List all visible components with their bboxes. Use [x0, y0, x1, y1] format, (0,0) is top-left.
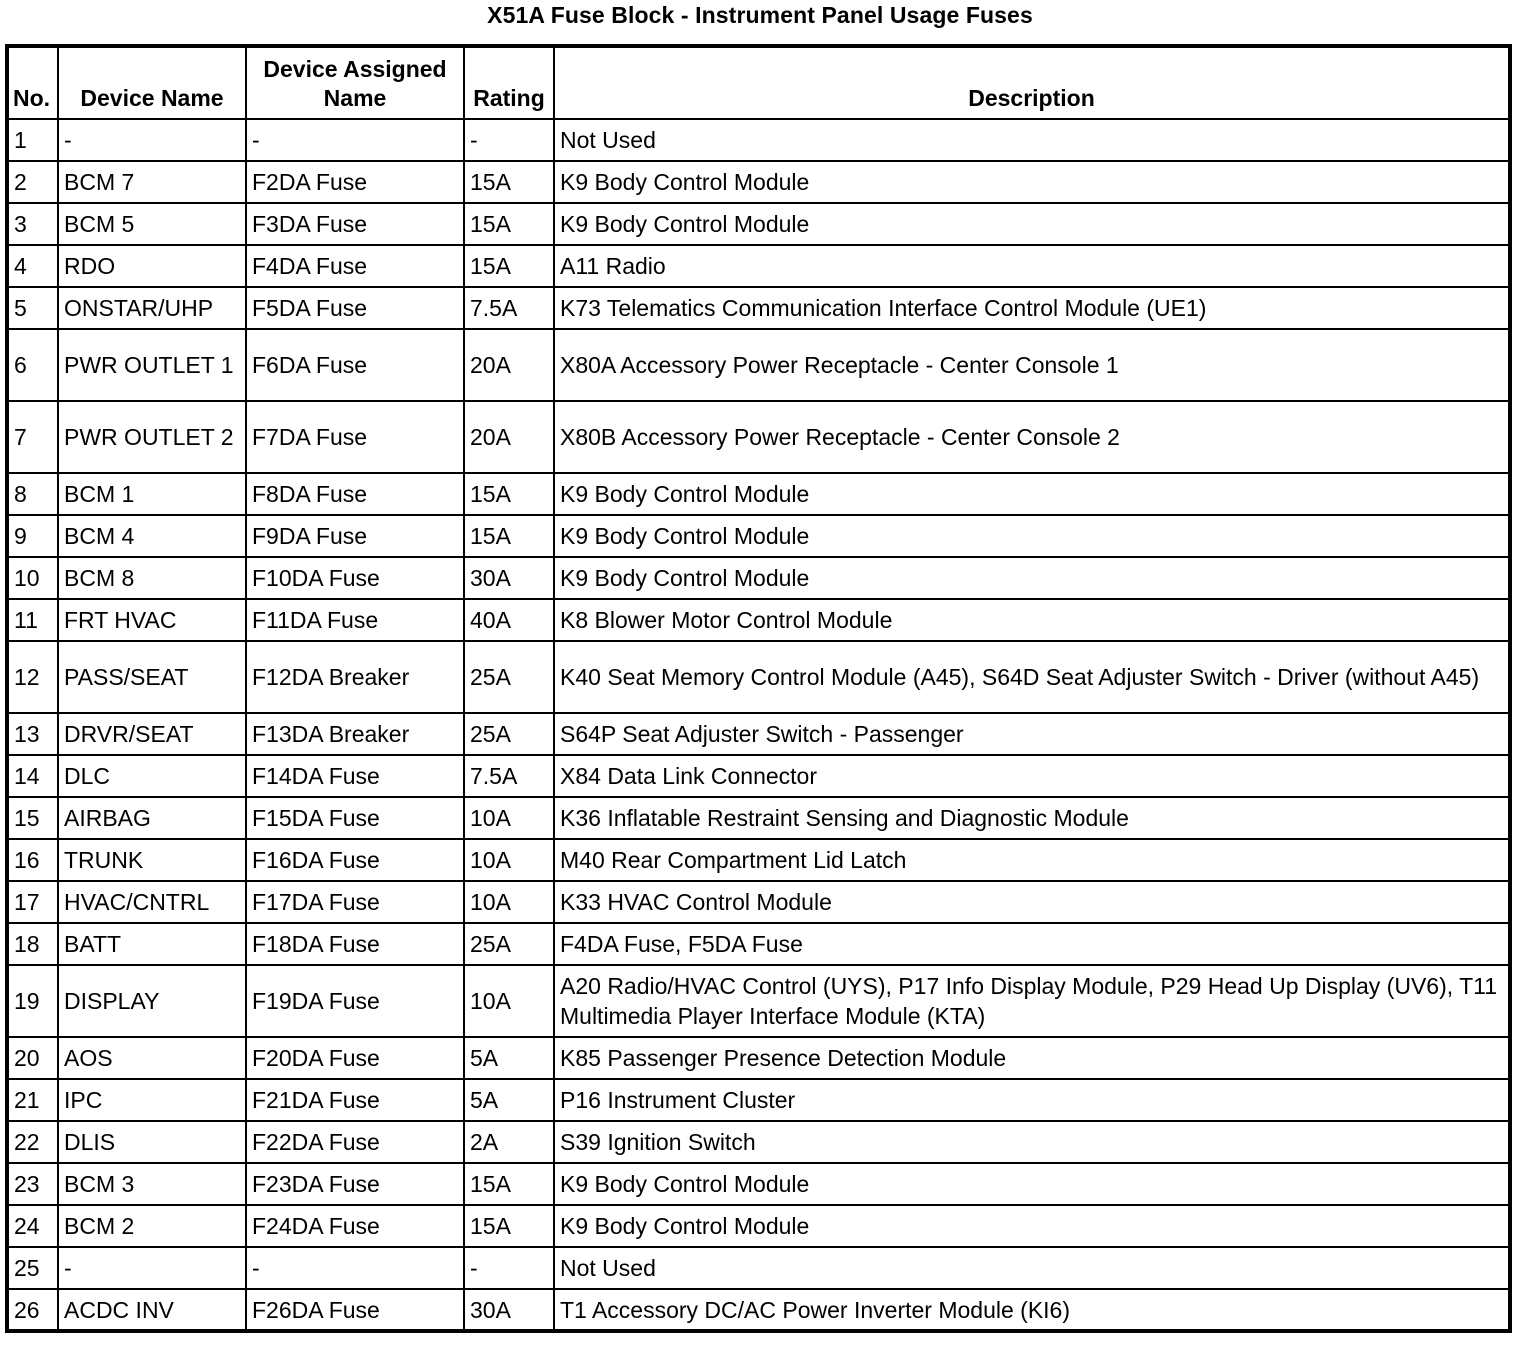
cell-device-name: BCM 8	[58, 557, 246, 599]
table-row	[7, 329, 1510, 401]
cell-device-name: BCM 2	[58, 1205, 246, 1247]
cell-device-name: BATT	[58, 923, 246, 965]
cell-description: K9 Body Control Module	[554, 1163, 1510, 1205]
cell-description: K9 Body Control Module	[554, 515, 1510, 557]
cell-no: 26	[7, 1289, 58, 1331]
cell-device-assigned-name: F4DA Fuse	[246, 245, 464, 287]
cell-device-name: ACDC INV	[58, 1289, 246, 1331]
cell-rating: 15A	[464, 473, 554, 515]
cell-description: K9 Body Control Module	[554, 557, 1510, 599]
cell-device-assigned-name: F5DA Fuse	[246, 287, 464, 329]
cell-device-name: DRVR/SEAT	[58, 713, 246, 755]
cell-description: A20 Radio/HVAC Control (UYS), P17 Info Display Module, P29 Head Up Display (UV6), T11 Multimedia Player Interface Module (KTA)	[554, 965, 1510, 1037]
cell-rating: 20A	[464, 401, 554, 473]
cell-no: 12	[7, 641, 58, 713]
cell-rating: 30A	[464, 1289, 554, 1331]
cell-device-assigned-name: F6DA Fuse	[246, 329, 464, 401]
cell-device-assigned-name: F21DA Fuse	[246, 1079, 464, 1121]
cell-description: S64P Seat Adjuster Switch - Passenger	[554, 713, 1510, 755]
cell-rating: 10A	[464, 839, 554, 881]
table-row	[7, 1037, 1510, 1079]
header-rating: Rating	[464, 46, 554, 119]
cell-device-assigned-name: F16DA Fuse	[246, 839, 464, 881]
cell-no: 25	[7, 1247, 58, 1289]
cell-device-assigned-name: F2DA Fuse	[246, 161, 464, 203]
cell-device-name: -	[58, 119, 246, 161]
cell-no: 16	[7, 839, 58, 881]
cell-rating: 15A	[464, 515, 554, 557]
cell-device-name: BCM 4	[58, 515, 246, 557]
cell-description: P16 Instrument Cluster	[554, 1079, 1510, 1121]
cell-rating: 15A	[464, 161, 554, 203]
cell-rating: 5A	[464, 1037, 554, 1079]
cell-no: 11	[7, 599, 58, 641]
header-description: Description	[554, 46, 1510, 119]
cell-device-assigned-name: F14DA Fuse	[246, 755, 464, 797]
table-row	[7, 473, 1510, 515]
cell-rating: 25A	[464, 923, 554, 965]
cell-device-name: DLIS	[58, 1121, 246, 1163]
cell-device-name: PWR OUTLET 2	[58, 401, 246, 473]
cell-description: K85 Passenger Presence Detection Module	[554, 1037, 1510, 1079]
cell-description: Not Used	[554, 119, 1510, 161]
cell-device-assigned-name: F15DA Fuse	[246, 797, 464, 839]
cell-rating: 7.5A	[464, 287, 554, 329]
cell-device-name: PASS/SEAT	[58, 641, 246, 713]
cell-no: 18	[7, 923, 58, 965]
cell-device-assigned-name: F17DA Fuse	[246, 881, 464, 923]
cell-no: 4	[7, 245, 58, 287]
cell-description: K33 HVAC Control Module	[554, 881, 1510, 923]
cell-rating: 15A	[464, 245, 554, 287]
cell-device-name: FRT HVAC	[58, 599, 246, 641]
table-row	[7, 203, 1510, 245]
cell-description: S39 Ignition Switch	[554, 1121, 1510, 1163]
cell-device-assigned-name: -	[246, 119, 464, 161]
cell-rating: 10A	[464, 797, 554, 839]
cell-device-assigned-name: F23DA Fuse	[246, 1163, 464, 1205]
cell-description: A11 Radio	[554, 245, 1510, 287]
cell-no: 7	[7, 401, 58, 473]
header-device-assigned-name	[246, 46, 464, 119]
cell-no: 8	[7, 473, 58, 515]
cell-device-name: RDO	[58, 245, 246, 287]
cell-no: 9	[7, 515, 58, 557]
cell-device-name: BCM 3	[58, 1163, 246, 1205]
cell-rating: 15A	[464, 1163, 554, 1205]
cell-description: X80B Accessory Power Receptacle - Center Console 2	[554, 401, 1510, 473]
cell-device-assigned-name: F18DA Fuse	[246, 923, 464, 965]
table-row	[7, 839, 1510, 881]
cell-no: 6	[7, 329, 58, 401]
cell-description: K9 Body Control Module	[554, 161, 1510, 203]
cell-device-assigned-name: F3DA Fuse	[246, 203, 464, 245]
cell-description: X80A Accessory Power Receptacle - Center Console 1	[554, 329, 1510, 401]
cell-rating: 40A	[464, 599, 554, 641]
cell-device-assigned-name: -	[246, 1247, 464, 1289]
header-no: No.	[7, 46, 58, 119]
header-device-assigned-name-line1: Device Assigned	[263, 56, 447, 82]
cell-no: 2	[7, 161, 58, 203]
table-row	[7, 599, 1510, 641]
cell-rating: 10A	[464, 881, 554, 923]
table-row	[7, 713, 1510, 755]
cell-rating: 5A	[464, 1079, 554, 1121]
cell-device-assigned-name: F10DA Fuse	[246, 557, 464, 599]
cell-no: 15	[7, 797, 58, 839]
cell-no: 3	[7, 203, 58, 245]
cell-device-assigned-name: F7DA Fuse	[246, 401, 464, 473]
cell-device-assigned-name: F9DA Fuse	[246, 515, 464, 557]
cell-device-assigned-name: F22DA Fuse	[246, 1121, 464, 1163]
cell-device-name: -	[58, 1247, 246, 1289]
table-row	[7, 1121, 1510, 1163]
cell-no: 24	[7, 1205, 58, 1247]
table-row	[7, 161, 1510, 203]
cell-device-name: DISPLAY	[58, 965, 246, 1037]
cell-device-assigned-name: F20DA Fuse	[246, 1037, 464, 1079]
header-row	[7, 46, 1510, 119]
cell-device-name: TRUNK	[58, 839, 246, 881]
table-row	[7, 1163, 1510, 1205]
cell-no: 5	[7, 287, 58, 329]
cell-device-assigned-name: F19DA Fuse	[246, 965, 464, 1037]
table-row	[7, 755, 1510, 797]
cell-device-name: ONSTAR/UHP	[58, 287, 246, 329]
cell-device-assigned-name: F12DA Breaker	[246, 641, 464, 713]
table-row	[7, 1289, 1510, 1331]
cell-description: X84 Data Link Connector	[554, 755, 1510, 797]
table-row	[7, 401, 1510, 473]
cell-rating: 20A	[464, 329, 554, 401]
table-row	[7, 287, 1510, 329]
cell-description: K9 Body Control Module	[554, 473, 1510, 515]
cell-no: 10	[7, 557, 58, 599]
table-row	[7, 557, 1510, 599]
cell-no: 23	[7, 1163, 58, 1205]
cell-device-assigned-name: F24DA Fuse	[246, 1205, 464, 1247]
cell-rating: -	[464, 1247, 554, 1289]
cell-description: T1 Accessory DC/AC Power Inverter Module (KI6)	[554, 1289, 1510, 1331]
header-device-assigned-name-line2: Name	[323, 85, 387, 111]
cell-description: M40 Rear Compartment Lid Latch	[554, 839, 1510, 881]
cell-rating: -	[464, 119, 554, 161]
cell-device-assigned-name: F13DA Breaker	[246, 713, 464, 755]
cell-no: 21	[7, 1079, 58, 1121]
cell-description: K73 Telematics Communication Interface Control Module (UE1)	[554, 287, 1510, 329]
cell-description: Not Used	[554, 1247, 1510, 1289]
cell-no: 20	[7, 1037, 58, 1079]
cell-no: 1	[7, 119, 58, 161]
table-row	[7, 245, 1510, 287]
cell-device-name: BCM 7	[58, 161, 246, 203]
cell-device-name: BCM 5	[58, 203, 246, 245]
cell-rating: 15A	[464, 1205, 554, 1247]
cell-description: K9 Body Control Module	[554, 1205, 1510, 1247]
cell-description: K9 Body Control Module	[554, 203, 1510, 245]
cell-device-name: PWR OUTLET 1	[58, 329, 246, 401]
cell-no: 13	[7, 713, 58, 755]
table-row	[7, 881, 1510, 923]
cell-device-assigned-name: F8DA Fuse	[246, 473, 464, 515]
cell-description: F4DA Fuse, F5DA Fuse	[554, 923, 1510, 965]
cell-rating: 30A	[464, 557, 554, 599]
cell-rating: 15A	[464, 203, 554, 245]
cell-rating: 10A	[464, 965, 554, 1037]
cell-device-name: AIRBAG	[58, 797, 246, 839]
table-row	[7, 119, 1510, 161]
cell-rating: 25A	[464, 713, 554, 755]
cell-device-name: IPC	[58, 1079, 246, 1121]
cell-device-name: AOS	[58, 1037, 246, 1079]
table-row	[7, 641, 1510, 713]
cell-no: 14	[7, 755, 58, 797]
table-row	[7, 965, 1510, 1037]
cell-description: K8 Blower Motor Control Module	[554, 599, 1510, 641]
cell-device-name: BCM 1	[58, 473, 246, 515]
cell-description: K36 Inflatable Restraint Sensing and Diagnostic Module	[554, 797, 1510, 839]
cell-no: 22	[7, 1121, 58, 1163]
table-body	[7, 119, 1510, 1331]
cell-rating: 2A	[464, 1121, 554, 1163]
table-row	[7, 1079, 1510, 1121]
table-row	[7, 797, 1510, 839]
table-row	[7, 515, 1510, 557]
cell-rating: 25A	[464, 641, 554, 713]
header-device-name: Device Name	[58, 46, 246, 119]
table-header	[7, 46, 1510, 119]
cell-no: 19	[7, 965, 58, 1037]
table-row	[7, 1205, 1510, 1247]
cell-rating: 7.5A	[464, 755, 554, 797]
document-title: X51A Fuse Block - Instrument Panel Usage Fuses	[487, 2, 1033, 28]
cell-device-name: HVAC/CNTRL	[58, 881, 246, 923]
fuse-table	[5, 44, 1512, 1333]
cell-device-name: DLC	[58, 755, 246, 797]
cell-device-assigned-name: F26DA Fuse	[246, 1289, 464, 1331]
table-row	[7, 1247, 1510, 1289]
table-row	[7, 923, 1510, 965]
cell-no: 17	[7, 881, 58, 923]
cell-device-assigned-name: F11DA Fuse	[246, 599, 464, 641]
cell-description: K40 Seat Memory Control Module (A45), S64D Seat Adjuster Switch - Driver (without A45)	[554, 641, 1510, 713]
